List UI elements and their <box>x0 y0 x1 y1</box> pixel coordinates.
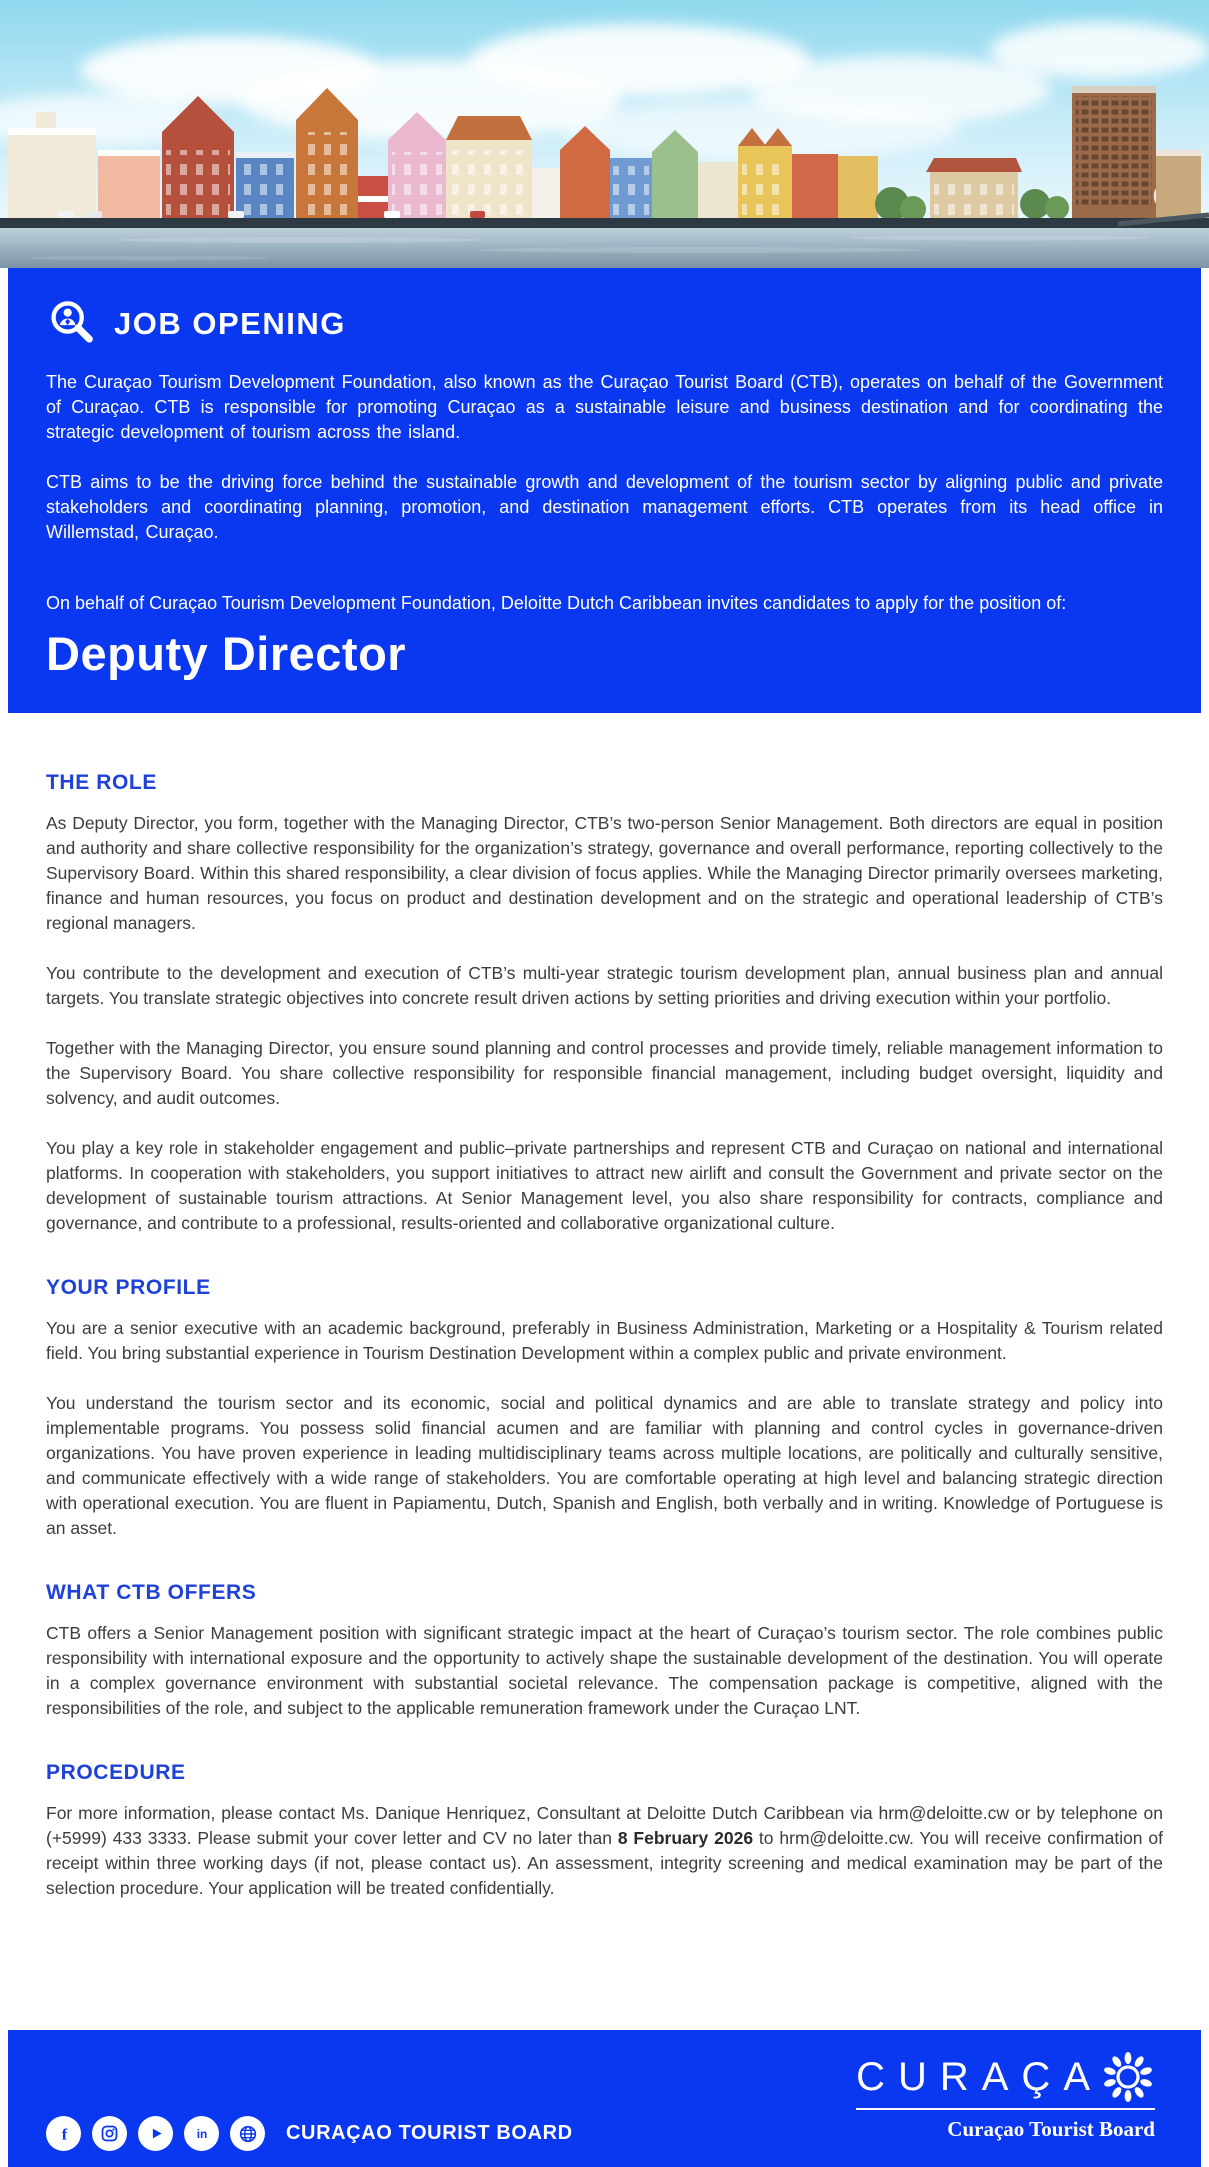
hero-paragraph-2: CTB aims to be the driving force behind the sustainable growth and development of the tourism sector by aligning public and private stakeholders and coordinating planning, promotion, and destination management efforts. CTB operates from its head office in Willemstad, Curaçao. <box>46 472 1163 542</box>
linkedin-icon[interactable] <box>184 2116 219 2151</box>
section-heading-procedure: PROCEDURE <box>46 1761 186 1784</box>
social-links <box>46 2116 573 2151</box>
job-opening-hero <box>8 268 1201 713</box>
magnifier-person-icon <box>46 298 98 350</box>
position-title: Deputy Director <box>46 627 407 680</box>
footer <box>8 2030 1201 2167</box>
job-opening-badge <box>46 298 1163 350</box>
curacao-logo <box>856 2050 1155 2142</box>
logo-tagline: Curaçao Tourist Board <box>947 2116 1155 2141</box>
role-paragraph: You play a key role in stakeholder engagement and public–private partnerships and represent CTB and Curaçao on national and international platforms. In cooperation with stakeholders, you support initiatives to attract new airlift and consult the Government and private sector on the development of sustainable tourism attractions. At Senior Management level, you also share responsibility for contracts, compliance and governance, and contribute to a professional, results-oriented and collaborative organizational culture. <box>46 1138 1163 1233</box>
section-procedure <box>46 1761 1163 1901</box>
svg-text:f: f <box>61 2124 68 2144</box>
section-what-ctb-offers <box>46 1581 1163 1721</box>
application-deadline: 8 February 2026 <box>617 1828 754 1848</box>
job-opening-title: JOB OPENING <box>114 306 346 341</box>
offers-paragraph: CTB offers a Senior Management position with significant strategic impact at the heart of Curaçao’s tourism sector. The role combines public responsibility with international exposure and the opportunity to actively shape the sustainable development of the destination. You will operate in a complex governance environment with substantial societal relevance. The compensation package is competitive, aligned with the responsibilities of the role, and subject to the applicable remuneration framework under the Curaçao LNT. <box>46 1623 1163 1718</box>
willemstad-header-photo <box>0 0 1209 268</box>
logo-divider <box>856 2108 1155 2110</box>
curacao-wordmark: CURAÇA <box>856 2054 1103 2099</box>
willemstad-skyline-illustration <box>0 0 1209 268</box>
instagram-icon[interactable] <box>92 2116 127 2151</box>
procedure-text-pre: For more information, please contact Ms. Danique Henriquez, Consultant at Deloitte Dutch Caribbean via hrm@deloitte.cw or by telephone on (+5999) 433 3333. Please submit your cover letter and CV no later than <box>46 1803 1163 1848</box>
curacao-logo-wordmark-row <box>856 2050 1155 2104</box>
profile-paragraph: You understand the tourism sector and its economic, social and political dynamics and are able to translate strategy and policy into implementable programs. You possess solid financial acumen and are familiar with planning and control cycles in governance-driven organizations. You have proven experience in leading multidisciplinary teams across multiple locations, are politically and culturally sensitive, and communicate effectively with a wide range of stakeholders. You are comfortable operating at high level and balancing strategic direction with operational execution. You are fluent in Papiamentu, Dutch, Spanish and English, both verbally and in writing. Knowledge of Portuguese is an asset. <box>46 1393 1163 1538</box>
role-paragraph: You contribute to the development and execution of CTB’s multi-year strategic tourism development plan, annual business plan and annual targets. You translate strategic objectives into concrete result driven actions by setting priorities and driving execution within your portfolio. <box>46 963 1163 1008</box>
hero-intro-line: On behalf of Curaçao Tourism Development Foundation, Deloitte Dutch Caribbean invites candidates to apply for the position of: <box>46 593 1067 613</box>
sun-icon <box>1101 2050 1155 2104</box>
procedure-paragraph <box>46 1801 1163 1901</box>
profile-paragraph: You are a senior executive with an academic background, preferably in Business Administration, Marketing or a Hospitality & Tourism related field. You bring substantial experience in Tourism Destination Development within a complex public and private environment. <box>46 1318 1163 1363</box>
youtube-icon[interactable] <box>138 2116 173 2151</box>
procedure-text-post: to hrm@deloitte.cw. You will receive confirmation of receipt within three working days (if not, please contact us). An assessment, integrity screening and medical examination may be part of the selection procedure. Your application will be treated confidentially. <box>46 1828 1163 1898</box>
section-your-profile <box>46 1276 1163 1541</box>
section-heading-profile: YOUR PROFILE <box>46 1276 211 1299</box>
section-heading-offers: WHAT CTB OFFERS <box>46 1581 257 1604</box>
hero-paragraph-1: The Curaçao Tourism Development Foundation, also known as the Curaçao Tourist Board (CTB), operates on behalf of the Government of Curaçao. CTB is responsible for promoting Curaçao as a sustainable leisure and business destination and for coordinating the strategic development of tourism across the island. <box>46 372 1163 442</box>
job-description-body <box>8 713 1201 2030</box>
svg-text:in: in <box>196 2126 207 2141</box>
role-paragraph: As Deputy Director, you form, together with the Managing Director, CTB’s two-person Senior Management. Both directors are equal in position and authority and share collective responsibility for the organization’s strategy, governance and overall performance, reporting collectively to the Supervisory Board. Within this shared responsibility, a clear division of focus applies. While the Managing Director primarily oversees marketing, finance and human resources, you focus on product and destination development and on the strategic and operational leadership of CTB’s regional managers. <box>46 813 1163 933</box>
role-paragraph: Together with the Managing Director, you ensure sound planning and control processes and provide timely, reliable management information to the Supervisory Board. You share collective responsibility for responsible financial management, including budget oversight, liquidity and solvency, and audit outcomes. <box>46 1038 1163 1108</box>
footer-brand-text: CURAÇAO TOURIST BOARD <box>286 2122 573 2144</box>
facebook-icon[interactable] <box>46 2116 81 2151</box>
section-the-role <box>46 771 1163 1236</box>
website-globe-icon[interactable] <box>230 2116 265 2151</box>
section-heading-role: THE ROLE <box>46 771 157 794</box>
